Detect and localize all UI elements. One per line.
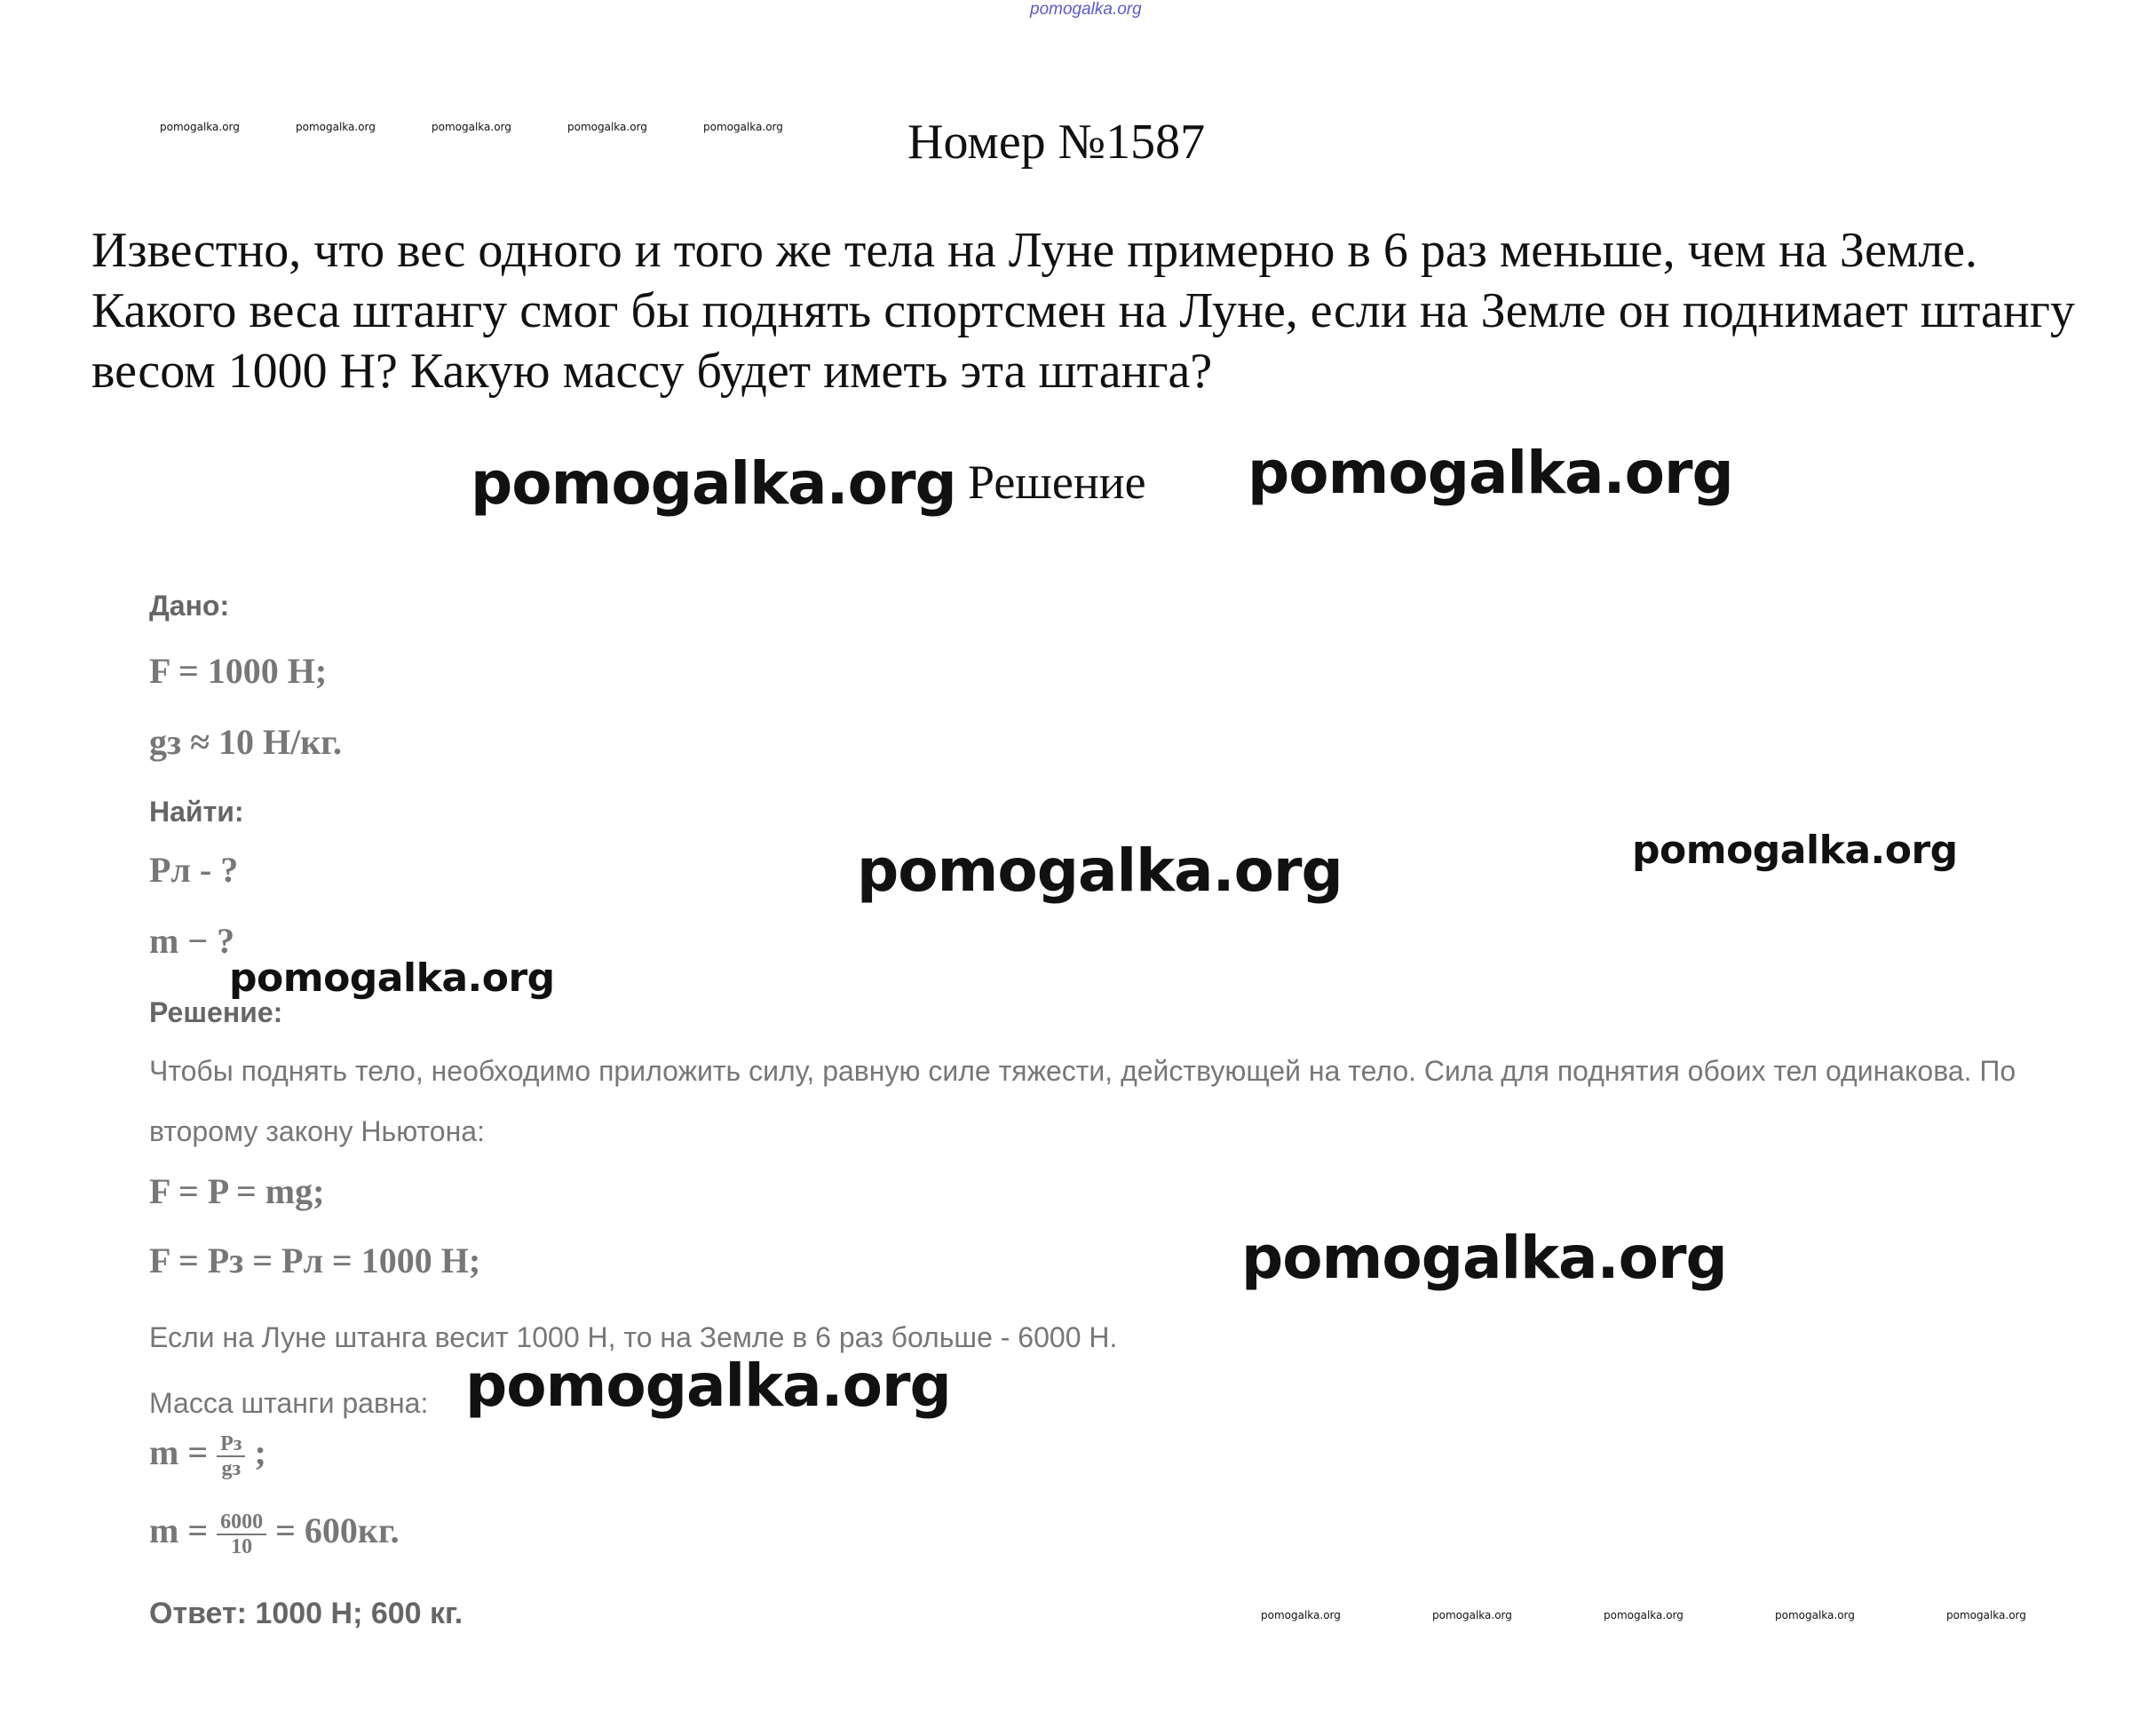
watermark-large: pomogalka.org [1248,439,1733,507]
equation-4-right: = 600кг. [275,1510,400,1550]
watermark-large: pomogalka.org [857,836,1343,905]
find-weight: Pл - ? [149,850,239,890]
equation-4-left: m = [149,1510,209,1550]
equation-4-numerator: 6000 [217,1510,266,1535]
watermark-large: pomogalka.org [465,1352,951,1420]
solution-text-4: Масса штанги равна: [149,1387,429,1419]
solution-label: Решение: [149,996,283,1028]
watermark-large: pomogalka.org [471,449,956,518]
equation-3-fraction [217,1432,245,1480]
equation-4-fraction [217,1510,266,1558]
equation-3-numerator: Pз [217,1432,245,1457]
find-mass: m − ? [149,921,235,961]
watermark-small: pomogalka.org [1946,1609,2026,1621]
given-force: F = 1000 Н; [149,651,328,691]
watermark-small: pomogalka.org [296,121,376,133]
equation-2: F = Pз = Pл = 1000 Н; [149,1241,481,1280]
watermark-medium: pomogalka.org [1632,828,1958,873]
equation-4-denominator: 10 [231,1534,253,1558]
page-title: Номер №1587 [907,115,1206,170]
equation-3-tail: ; [254,1432,266,1472]
problem-text: Известно, что вес одного и того же тела на Луне примерно в 6 раз меньше, чем на Земле. Какого веса штангу смог бы поднять спортсмен на Луне, если на Земле он поднимает штангу весом 1000 Н? Какую массу будет иметь эта штанга? [91,223,2075,399]
given-gravity: gз ≈ 10 Н/кг. [149,722,342,762]
watermark-small: pomogalka.org [1604,1609,1684,1621]
watermark-small: pomogalka.org [1432,1609,1512,1621]
solution-text-1: Чтобы поднять тело, необходимо приложить силу, равную силе тяжести, действующей на тело. Сила для поднятия обоих тел одинакова. По [149,1055,2016,1087]
watermark-small: pomogalka.org [703,121,783,133]
equation-3-left: m = [149,1432,209,1472]
equation-1: F = P = mg; [149,1171,325,1211]
answer: Ответ: 1000 Н; 600 кг. [149,1597,463,1630]
watermark-small: pomogalka.org [160,121,240,133]
watermark-large: pomogalka.org [1241,1224,1727,1292]
solution-title: Решение [968,456,1146,509]
equation-3 [149,1431,266,1480]
equation-3-denominator: gз [221,1456,242,1480]
equation-4 [149,1510,400,1558]
watermark-small: pomogalka.org [432,121,511,133]
watermark-small: pomogalka.org [1775,1609,1855,1621]
top-watermark: pomogalka.org [1030,0,1142,19]
solution-text-2: второму закону Ньютона: [149,1115,485,1147]
watermark-small: pomogalka.org [1261,1609,1341,1621]
watermark-small: pomogalka.org [567,121,647,133]
watermark-medium: pomogalka.org [229,955,555,1001]
solution-text-3: Если на Луне штанга весит 1000 Н, то на Земле в 6 раз больше - 6000 Н. [149,1321,1118,1353]
given-label: Дано: [149,590,230,622]
find-label: Найти: [149,796,244,828]
